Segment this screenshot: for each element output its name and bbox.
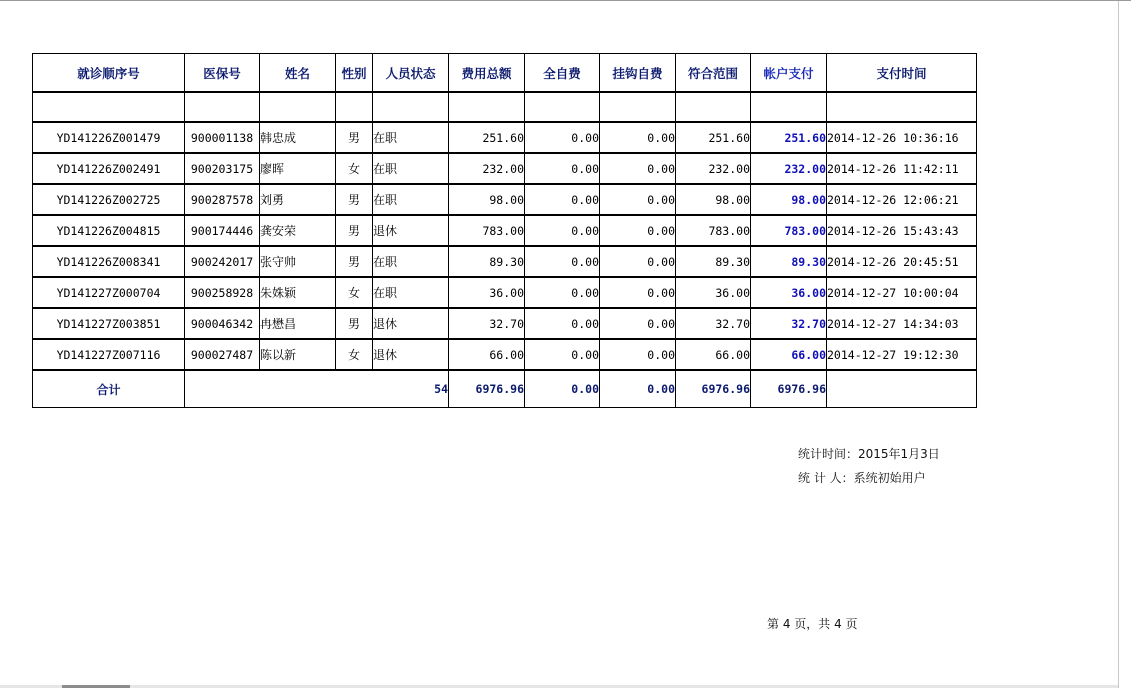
table-row — [33, 215, 977, 246]
cell-account-pay: 32.70 — [751, 308, 827, 339]
cell-gender: 男 — [336, 308, 373, 339]
col-header-pay-time: 支付时间 — [827, 54, 977, 93]
cell-name: 陈以新 — [260, 339, 336, 370]
cell-in-scope: 783.00 — [676, 215, 751, 246]
blank-cell — [751, 92, 827, 122]
totals-self-pay: 0.00 — [525, 370, 600, 408]
col-header-in-scope: 符合范围 — [676, 54, 751, 93]
cell-in-scope: 251.60 — [676, 122, 751, 153]
cell-self-pay: 0.00 — [525, 277, 600, 308]
cell-name: 刘勇 — [260, 184, 336, 215]
cell-insurance-no: 900242017 — [185, 246, 260, 277]
cell-in-scope: 36.00 — [676, 277, 751, 308]
table-row — [33, 153, 977, 184]
cell-total: 251.60 — [449, 122, 525, 153]
cell-self-pay: 0.00 — [525, 339, 600, 370]
col-header-name: 姓名 — [260, 54, 336, 93]
cell-gender: 男 — [336, 184, 373, 215]
col-header-seq: 就诊顺序号 — [33, 54, 185, 93]
cell-status: 在职 — [373, 153, 449, 184]
col-header-gender: 性别 — [336, 54, 373, 93]
cell-total: 98.00 — [449, 184, 525, 215]
cell-pay-time: 2014-12-27 14:34:03 — [827, 308, 977, 339]
cell-account-pay: 251.60 — [751, 122, 827, 153]
blank-cell — [449, 92, 525, 122]
page-indicator: 第 4 页，共 4 页 — [767, 617, 858, 631]
blank-cell — [525, 92, 600, 122]
cell-insurance-no: 900046342 — [185, 308, 260, 339]
cell-status: 在职 — [373, 277, 449, 308]
table-row — [33, 277, 977, 308]
cell-status: 退休 — [373, 339, 449, 370]
totals-linked-self-pay: 0.00 — [600, 370, 676, 408]
cell-self-pay: 0.00 — [525, 215, 600, 246]
cell-total: 32.70 — [449, 308, 525, 339]
totals-in-scope: 6976.96 — [676, 370, 751, 408]
cell-gender: 男 — [336, 215, 373, 246]
cell-self-pay: 0.00 — [525, 246, 600, 277]
cell-gender: 男 — [336, 122, 373, 153]
cell-linked-self-pay: 0.00 — [600, 246, 676, 277]
statistics-time: 统计时间：2015年1月3日 — [798, 447, 940, 461]
totals-count: 54 — [185, 370, 449, 408]
cell-linked-self-pay: 0.00 — [600, 122, 676, 153]
window-top-border — [0, 0, 1131, 1]
cell-in-scope: 98.00 — [676, 184, 751, 215]
cell-in-scope: 232.00 — [676, 153, 751, 184]
cell-gender: 男 — [336, 246, 373, 277]
cell-name: 张守帅 — [260, 246, 336, 277]
statistics-user: 统 计 人：系统初始用户 — [798, 471, 926, 485]
blank-cell — [260, 92, 336, 122]
cell-in-scope: 89.30 — [676, 246, 751, 277]
table-row — [33, 122, 977, 153]
cell-account-pay: 232.00 — [751, 153, 827, 184]
totals-row — [33, 370, 977, 408]
cell-self-pay: 0.00 — [525, 308, 600, 339]
cell-in-scope: 32.70 — [676, 308, 751, 339]
col-header-insurance-no: 医保号 — [185, 54, 260, 93]
col-header-account-pay: 帐户支付 — [751, 54, 827, 93]
cell-self-pay: 0.00 — [525, 184, 600, 215]
cell-insurance-no: 900287578 — [185, 184, 260, 215]
cell-pay-time: 2014-12-27 10:00:04 — [827, 277, 977, 308]
cell-total: 89.30 — [449, 246, 525, 277]
cell-seq: YD141227Z007116 — [33, 339, 185, 370]
cell-account-pay: 783.00 — [751, 215, 827, 246]
blank-cell — [676, 92, 751, 122]
cell-name: 韩忠成 — [260, 122, 336, 153]
cell-name: 龚安荣 — [260, 215, 336, 246]
cell-linked-self-pay: 0.00 — [600, 339, 676, 370]
cell-status: 退休 — [373, 215, 449, 246]
cell-linked-self-pay: 0.00 — [600, 153, 676, 184]
cell-in-scope: 66.00 — [676, 339, 751, 370]
cell-status: 在职 — [373, 246, 449, 277]
cell-insurance-no: 900203175 — [185, 153, 260, 184]
col-header-linked-self-pay: 挂钩自费 — [600, 54, 676, 93]
col-header-total: 费用总额 — [449, 54, 525, 93]
col-header-status: 人员状态 — [373, 54, 449, 93]
cell-account-pay: 98.00 — [751, 184, 827, 215]
cell-seq: YD141226Z004815 — [33, 215, 185, 246]
cell-linked-self-pay: 0.00 — [600, 277, 676, 308]
cell-gender: 女 — [336, 277, 373, 308]
cell-pay-time: 2014-12-26 10:36:16 — [827, 122, 977, 153]
cell-gender: 女 — [336, 339, 373, 370]
table-row — [33, 339, 977, 370]
cell-seq: YD141226Z008341 — [33, 246, 185, 277]
cell-linked-self-pay: 0.00 — [600, 215, 676, 246]
cell-status: 退休 — [373, 308, 449, 339]
blank-cell — [373, 92, 449, 122]
blank-cell — [600, 92, 676, 122]
report-table — [32, 53, 977, 408]
vertical-scrollbar[interactable] — [1118, 1, 1131, 688]
blank-cell — [185, 92, 260, 122]
table-row — [33, 184, 977, 215]
col-header-self-pay: 全自费 — [525, 54, 600, 93]
cell-name: 廖晖 — [260, 153, 336, 184]
cell-seq: YD141227Z003851 — [33, 308, 185, 339]
table-row — [33, 246, 977, 277]
cell-name: 冉懋昌 — [260, 308, 336, 339]
cell-gender: 女 — [336, 153, 373, 184]
cell-total: 783.00 — [449, 215, 525, 246]
cell-pay-time: 2014-12-26 20:45:51 — [827, 246, 977, 277]
cell-insurance-no: 900001138 — [185, 122, 260, 153]
cell-status: 在职 — [373, 122, 449, 153]
cell-pay-time: 2014-12-26 12:06:21 — [827, 184, 977, 215]
cell-self-pay: 0.00 — [525, 122, 600, 153]
cell-total: 66.00 — [449, 339, 525, 370]
cell-account-pay: 89.30 — [751, 246, 827, 277]
totals-account-pay: 6976.96 — [751, 370, 827, 408]
cell-total: 232.00 — [449, 153, 525, 184]
cell-name: 朱姝颖 — [260, 277, 336, 308]
table-header-row — [33, 54, 977, 93]
blank-row — [33, 92, 977, 122]
cell-insurance-no: 900174446 — [185, 215, 260, 246]
cell-self-pay: 0.00 — [525, 153, 600, 184]
cell-insurance-no: 900258928 — [185, 277, 260, 308]
blank-cell — [827, 92, 977, 122]
cell-account-pay: 66.00 — [751, 339, 827, 370]
totals-total: 6976.96 — [449, 370, 525, 408]
cell-linked-self-pay: 0.00 — [600, 308, 676, 339]
cell-pay-time: 2014-12-26 11:42:11 — [827, 153, 977, 184]
cell-seq: YD141226Z001479 — [33, 122, 185, 153]
cell-pay-time: 2014-12-26 15:43:43 — [827, 215, 977, 246]
blank-cell — [33, 92, 185, 122]
cell-seq: YD141227Z000704 — [33, 277, 185, 308]
table-row — [33, 308, 977, 339]
cell-total: 36.00 — [449, 277, 525, 308]
cell-insurance-no: 900027487 — [185, 339, 260, 370]
cell-seq: YD141226Z002491 — [33, 153, 185, 184]
totals-label: 合计 — [33, 370, 185, 408]
cell-account-pay: 36.00 — [751, 277, 827, 308]
totals-empty-cell — [827, 370, 977, 408]
blank-cell — [336, 92, 373, 122]
cell-pay-time: 2014-12-27 19:12:30 — [827, 339, 977, 370]
cell-seq: YD141226Z002725 — [33, 184, 185, 215]
cell-linked-self-pay: 0.00 — [600, 184, 676, 215]
cell-status: 在职 — [373, 184, 449, 215]
